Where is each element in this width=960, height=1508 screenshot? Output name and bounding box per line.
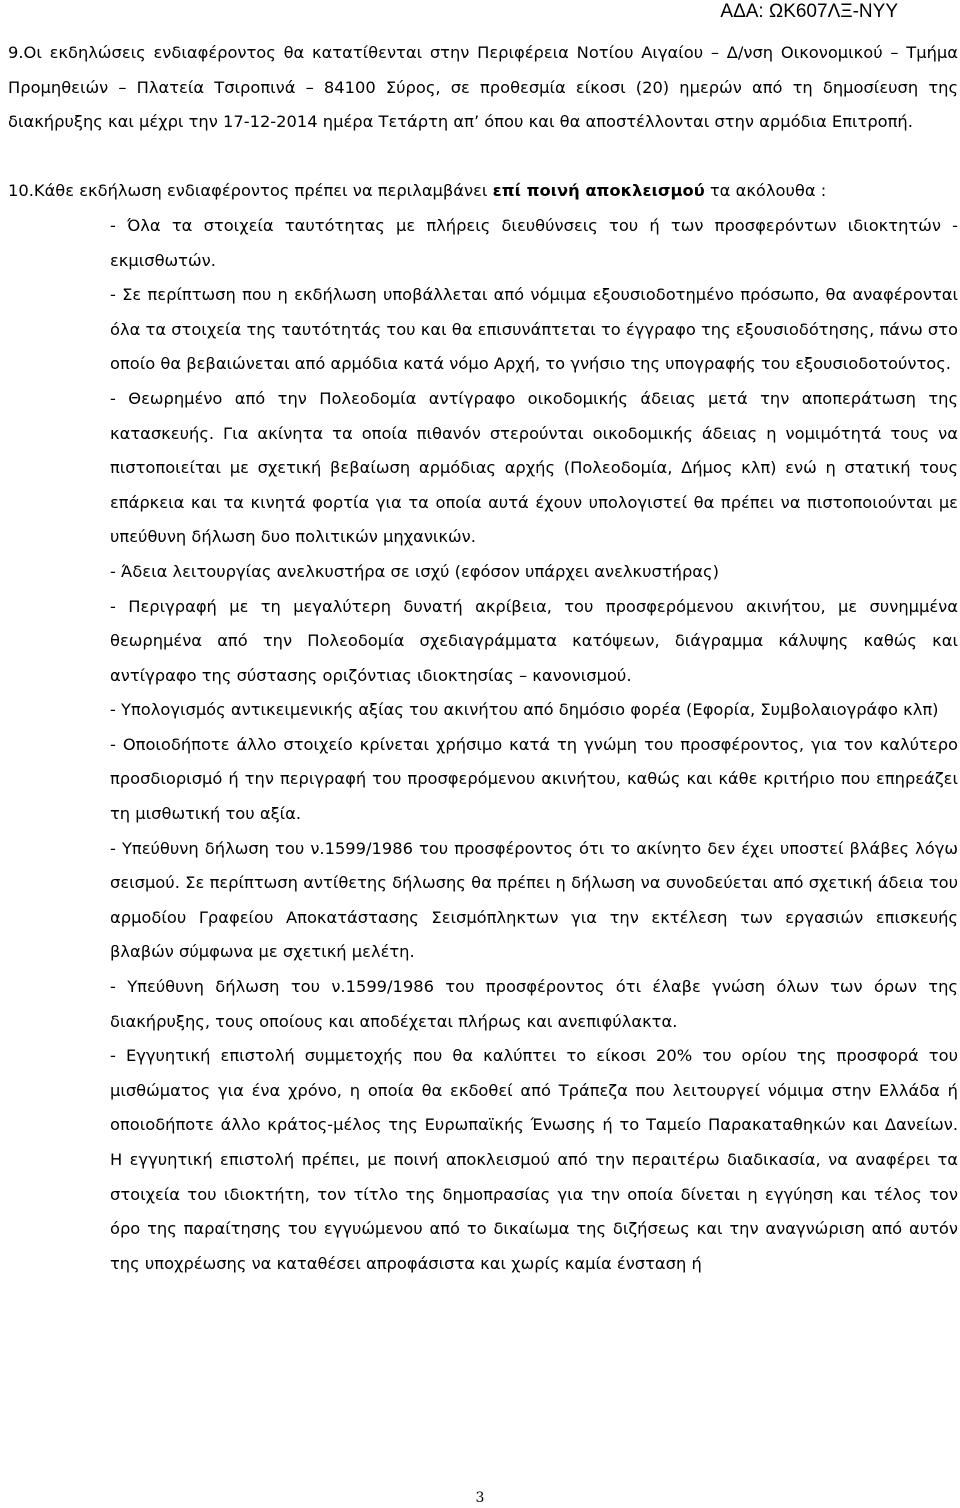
requirement-elevator-license: - Άδεια λειτουργίας ανελκυστήρα σε ισχύ (εφόσον υπάρχει ανελκυστήρας): [110, 561, 719, 581]
ada-code-header: ΑΔΑ: ΩΚ607ΛΞ-ΝΥΥ: [720, 1, 898, 22]
requirement-guarantee-letter: - Εγγυητική επιστολή συμμετοχής που θα καλύπτει το είκοσι 20% του ορίου της προσφορά του μισθώματος για ένα χρόνο, η οποία θα εκδοθεί από Τράπεζα που λειτουργεί νόμιμα στην Ελλάδα ή οποιοδήποτε άλλο κράτος-μέλος της Ευρωπαϊκής Ένωσης ή το Ταμείο Παρακαταθηκών και Δανείων. Η εγγυητική επιστολή πρέπει, με ποινή αποκλεισμού από την περαιτέρω διαδικασία, να αναφέρει τα στοιχεία του ιδιοκτήτη, τον τίτλο της δημοπρασίας για την οποία δίνεται η εγγύηση και τέλος τον όρο της παραίτησης του εγγυώμενου από το δικαίωμα της διζήσεως και την αναγνώριση από αυτόν της υποχρέωσης να καταθέσει απροφάσιστα και χωρίς καμία ένσταση ή: [110, 1046, 958, 1273]
document-body: [8, 36, 958, 1281]
section-10-intro-text: 10.Κάθε εκδήλωση ενδιαφέροντος πρέπει να περιλαμβάνει: [8, 181, 493, 201]
requirement-terms-acceptance: - Υπεύθυνη δήλωση του ν.1599/1986 του προσφέροντος ότι έλαβε γνώση όλων των όρων της διακήρυξης, τους οποίους και αποδέχεται πλήρως και ανεπιφύλακτα.: [110, 977, 958, 1031]
requirement-identity-details: - Όλα τα στοιχεία ταυτότητας με πλήρεις διευθύνσεις του ή των προσφερόντων ιδιοκτητών - εκμισθωτών.: [110, 215, 958, 270]
section-10-intro-tail: τα ακόλουθα :: [704, 181, 827, 201]
requirement-building-permit: - Θεωρημένο από την Πολεοδομία αντίγραφο οικοδομικής άδειας μετά την αποπεράτωση της κατασκευής. Για ακίνητα τα οποία πιθανόν στερούνται οικοδομικής άδειας η νομιμότητά τους να πιστοποιείται με σχετική βεβαίωση αρμόδιας αρχής (Πολεοδομία, Δήμος κλπ) ενώ η στατική τους επάρκεια και τα κινητά φορτία για τα οποία αυτά έχουν υπολογιστεί θα πρέπει να πιστοποιούνται με υπεύθυνη δήλωση δυο πολιτικών μηχανικών.: [110, 388, 958, 547]
section-10-intro: [8, 174, 958, 209]
requirement-objective-value: - Υπολογισμός αντικειμενικής αξίας του ακινήτου από δημόσιο φορέα (Εφορία, Συμβολαιογράφο κλπ): [110, 700, 939, 720]
requirement-other-information: - Οποιοδήποτε άλλο στοιχείο κρίνεται χρήσιμο κατά τη γνώμη του προσφέροντος, για τον καλύτερο προσδιορισμό ή την περιγραφή του προσφερόμενου ακινήτου, καθώς και κάθε κριτήριο που επηρεάζει τη μισθωτική του αξία.: [110, 734, 958, 824]
section-10-intro-bold: επί ποινή αποκλεισμού: [492, 181, 705, 201]
page-number: 3: [475, 1490, 485, 1506]
requirement-authorized-person: - Σε περίπτωση που η εκδήλωση υποβάλλεται από νόμιμα εξουσιοδοτημένο πρόσωπο, θα αναφέρονται όλα τα στοιχεία της ταυτότητάς του και θα επισυνάπτεται το έγγραφο της εξουσιοδότησης, πάνω στο οποίο θα βεβαιώνεται από αρμόδια κατά νόμο Αρχή, το γνήσιο της υπογραφής του εξουσιοδοτούντος.: [110, 285, 958, 374]
requirement-property-description: - Περιγραφή με τη μεγαλύτερη δυνατή ακρίβεια, του προσφερόμενου ακινήτου, με συνημμένα θεωρημένα από την Πολεοδομία σχεδιαγράμματα κατόψεων, διάγραμμα κάλυψης καθώς και αντίγραφο της σύστασης οριζόντιας ιδιοκτησίας – κανονισμού.: [110, 596, 958, 685]
section-9-paragraph: 9.Οι εκδηλώσεις ενδιαφέροντος θα κατατίθενται στην Περιφέρεια Νοτίου Αιγαίου – Δ/νση Οικονομικού – Τμήμα Προμηθειών – Πλατεία Τσιροπινά – 84100 Σύρος, σε προθεσμία είκοσι (20) ημερών από τη δημοσίευση της διακήρυξης και μέχρι την 17-12-2014 ημέρα Τετάρτη απ’ όπου και θα αποστέλλονται στην αρμόδια Επιτροπή.: [8, 43, 958, 132]
paragraph-spacer: [8, 140, 958, 175]
requirement-seismic-declaration: - Υπεύθυνη δήλωση του ν.1599/1986 του προσφέροντος ότι το ακίνητο δεν έχει υποστεί βλάβες λόγω σεισμού. Σε περίπτωση αντίθετης δήλωσης θα πρέπει η δήλωση να συνοδεύεται από σχετική άδεια του αρμοδίου Γραφείου Αποκατάστασης Σεισμόπληκτων για την εκτέλεση των εργασιών επισκευής βλαβών σύμφωνα με σχετική μελέτη.: [110, 838, 958, 962]
